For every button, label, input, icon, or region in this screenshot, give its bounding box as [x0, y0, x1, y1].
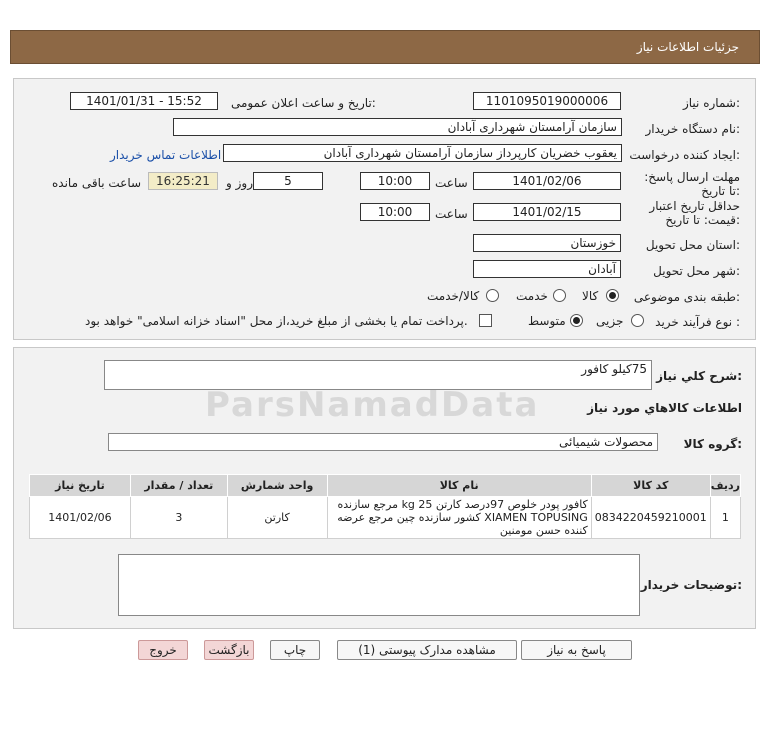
print-button[interactable]: چاپ: [270, 640, 320, 660]
city-label: شهر محل تحویل:: [653, 264, 740, 278]
need-number-label: شماره نیاز:: [682, 96, 740, 110]
row-date: 1401/02/06: [30, 497, 131, 539]
deadline-time-field: 10:00: [360, 172, 430, 190]
category-radio-goods[interactable]: [606, 289, 619, 302]
notes-label: توضیحات خریدار:: [640, 578, 742, 592]
col-index-header: ردیف: [710, 475, 740, 497]
col-unit-header: واحد شمارش: [227, 475, 327, 497]
deadline-time-label: ساعت: [435, 176, 468, 190]
col-qty-header: تعداد / مقدار: [130, 475, 227, 497]
back-button[interactable]: بازگشت: [204, 640, 254, 660]
table-row: [30, 497, 741, 539]
reply-button[interactable]: پاسخ به نیاز: [521, 640, 632, 660]
process-radio-medium[interactable]: [570, 314, 583, 327]
validity-label: حداقل تاریخ اعتبار قیمت: تا تاریخ:: [649, 199, 740, 227]
goods-group-field: محصولات شیمیائی: [108, 433, 658, 451]
validity-time-field: 10:00: [360, 203, 430, 221]
deadline-date-field: 1401/02/06: [473, 172, 621, 190]
exit-button[interactable]: خروج: [138, 640, 188, 660]
province-field: خوزستان: [473, 234, 621, 252]
creator-label: ایجاد کننده درخواست:: [629, 148, 740, 162]
row-qty: 3: [130, 497, 227, 539]
validity-time-label: ساعت: [435, 207, 468, 221]
watermark-logo: ParsNamadData: [205, 385, 540, 425]
province-label: استان محل تحویل:: [645, 238, 740, 252]
days-label: روز و: [226, 176, 253, 190]
buyer-notes-box: [118, 554, 640, 616]
row-index: 1: [710, 497, 740, 539]
col-code-header: کد کالا: [591, 475, 710, 497]
row-unit: کارتن: [227, 497, 327, 539]
row-name: کافور پودر خلوص 97درصد کارتن 25 kg مرجع سازنده XIAMEN TOPUSING کشور سازنده چین مرجع عرضه کننده حسن مومنین: [327, 497, 591, 539]
announce-label: تاریخ و ساعت اعلان عمومی:: [231, 96, 376, 110]
buyer-org-label: نام دستگاه خریدار:: [645, 122, 740, 136]
category-radio-service[interactable]: [553, 289, 566, 302]
col-name-header: نام کالا: [327, 475, 591, 497]
process-radio-minor[interactable]: [631, 314, 644, 327]
items-table: [29, 474, 741, 539]
validity-date-field: 1401/02/15: [473, 203, 621, 221]
creator-field: یعقوب خضریان کارپرداز سازمان آرامستان شهرداری آبادان: [223, 144, 622, 162]
remaining-label: ساعت باقی مانده: [52, 176, 142, 190]
summary-label: شرح کلي نياز:: [656, 369, 742, 383]
items-table-header: [30, 475, 741, 497]
category-label: طبقه بندی موضوعی:: [633, 290, 740, 304]
row-code: 0834220459210001: [591, 497, 710, 539]
summary-field: 75کیلو کافور: [104, 360, 652, 390]
category-option-goods: کالا: [582, 289, 599, 303]
days-field: 5: [253, 172, 323, 190]
goods-group-label: گروه کالا:: [683, 437, 742, 451]
page-title: جزئیات اطلاعات نیاز: [636, 40, 739, 54]
process-option-minor: جزیی: [596, 314, 624, 328]
category-radio-both[interactable]: [486, 289, 499, 302]
buyer-org-field: سازمان آرامستان شهرداری آبادان: [173, 118, 622, 136]
view-documents-button[interactable]: مشاهده مدارک پیوستی (1): [337, 640, 517, 660]
remaining-time-field: 16:25:21: [148, 172, 218, 190]
contact-info-link[interactable]: اطلاعات تماس خریدار: [110, 148, 222, 162]
category-option-both: کالا/خدمت: [427, 289, 480, 303]
announce-field: 1401/01/31 - 15:52: [70, 92, 218, 110]
process-label: نوع فرآیند خرید :: [655, 315, 740, 329]
treasury-checkbox[interactable]: [479, 314, 492, 327]
goods-section-title: اطلاعات کالاهاي مورد نياز: [587, 401, 742, 415]
col-date-header: تاریخ نیاز: [30, 475, 131, 497]
process-option-medium: متوسط: [528, 314, 566, 328]
city-field: آبادان: [473, 260, 621, 278]
category-option-service: خدمت: [516, 289, 548, 303]
need-number-field: 1101095019000006: [473, 92, 621, 110]
page-header: [10, 30, 760, 64]
deadline-label: مهلت ارسال پاسخ: تا تاریخ:: [644, 170, 740, 198]
payment-note: پرداخت تمام یا بخشی از مبلغ خرید،از محل "اسناد خزانه اسلامی" خواهد بود.: [85, 314, 468, 328]
